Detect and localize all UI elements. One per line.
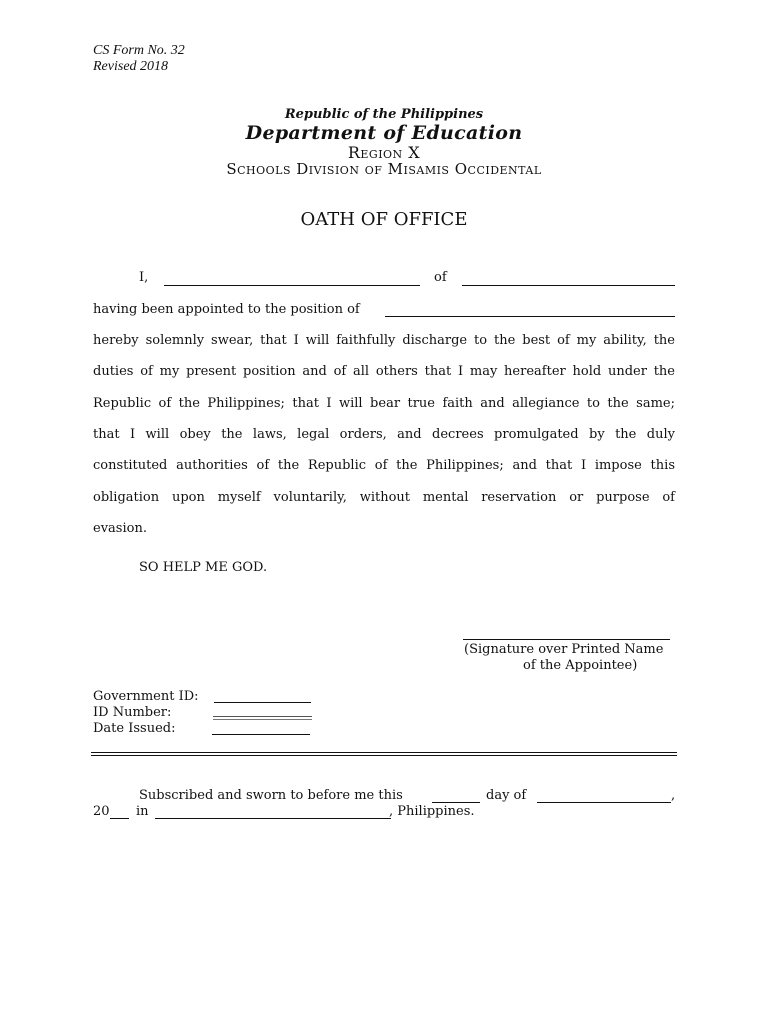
closing-text: SO HELP ME GOD. xyxy=(139,560,268,575)
place-field-line[interactable] xyxy=(155,818,391,819)
office-field-line[interactable] xyxy=(462,285,675,286)
form-number: CS Form No. 32 xyxy=(93,43,185,58)
region-heading: Region X xyxy=(347,143,421,162)
page-title: OATH OF OFFICE xyxy=(300,209,468,230)
name-field-line[interactable] xyxy=(164,285,420,286)
i-label: I, xyxy=(139,270,149,285)
year-field-line[interactable] xyxy=(110,818,129,819)
of-label: of xyxy=(434,270,447,285)
department-heading: Department of Education xyxy=(245,122,523,144)
position-field-line[interactable] xyxy=(385,316,675,317)
government-id-field-line[interactable] xyxy=(214,702,311,703)
oath-line: duties of my present position and of all others that I may hereafter hold under the xyxy=(93,364,675,379)
day-field-line[interactable] xyxy=(432,802,480,803)
id-number-field-line-2 xyxy=(213,719,312,720)
form-revision: Revised 2018 xyxy=(93,59,169,74)
division-heading: Schools Division of Misamis Occidental xyxy=(226,160,542,178)
date-issued-label: Date Issued: xyxy=(93,721,176,736)
jurat-comma: , xyxy=(671,788,676,803)
philippines-label: , Philippines. xyxy=(389,804,475,819)
oath-line: obligation upon myself voluntarily, without mental reservation or purpose of xyxy=(93,490,675,505)
signature-caption: (Signature over Printed Name xyxy=(464,642,664,657)
divider-rule-2 xyxy=(91,755,677,756)
position-label: having been appointed to the position of xyxy=(93,302,360,317)
id-number-label: ID Number: xyxy=(93,705,172,720)
republic-heading: Republic of the Philippines xyxy=(284,107,484,122)
government-id-label: Government ID: xyxy=(93,689,199,704)
oath-line: constituted authorities of the Republic of the Philippines; and that I impose this xyxy=(93,458,675,473)
subscribed-text: Subscribed and sworn to before me this xyxy=(139,788,403,803)
month-field-line[interactable] xyxy=(537,802,671,803)
divider-rule xyxy=(91,752,677,753)
oath-line: Republic of the Philippines; that I will bear true faith and allegiance to the same; xyxy=(93,396,675,411)
oath-last-line: evasion. xyxy=(93,521,147,536)
oath-line: that I will obey the laws, legal orders, and decrees promulgated by the duly xyxy=(93,427,675,442)
day-of-label: day of xyxy=(486,788,527,803)
id-number-field-line[interactable] xyxy=(213,716,312,717)
signature-line[interactable] xyxy=(463,639,670,640)
year-prefix: 20 xyxy=(93,804,110,819)
in-label: in xyxy=(136,804,149,819)
date-issued-field-line[interactable] xyxy=(212,734,310,735)
signature-caption-2: of the Appointee) xyxy=(523,658,638,673)
oath-line: hereby solemnly swear, that I will faithfully discharge to the best of my ability, the xyxy=(93,333,675,348)
